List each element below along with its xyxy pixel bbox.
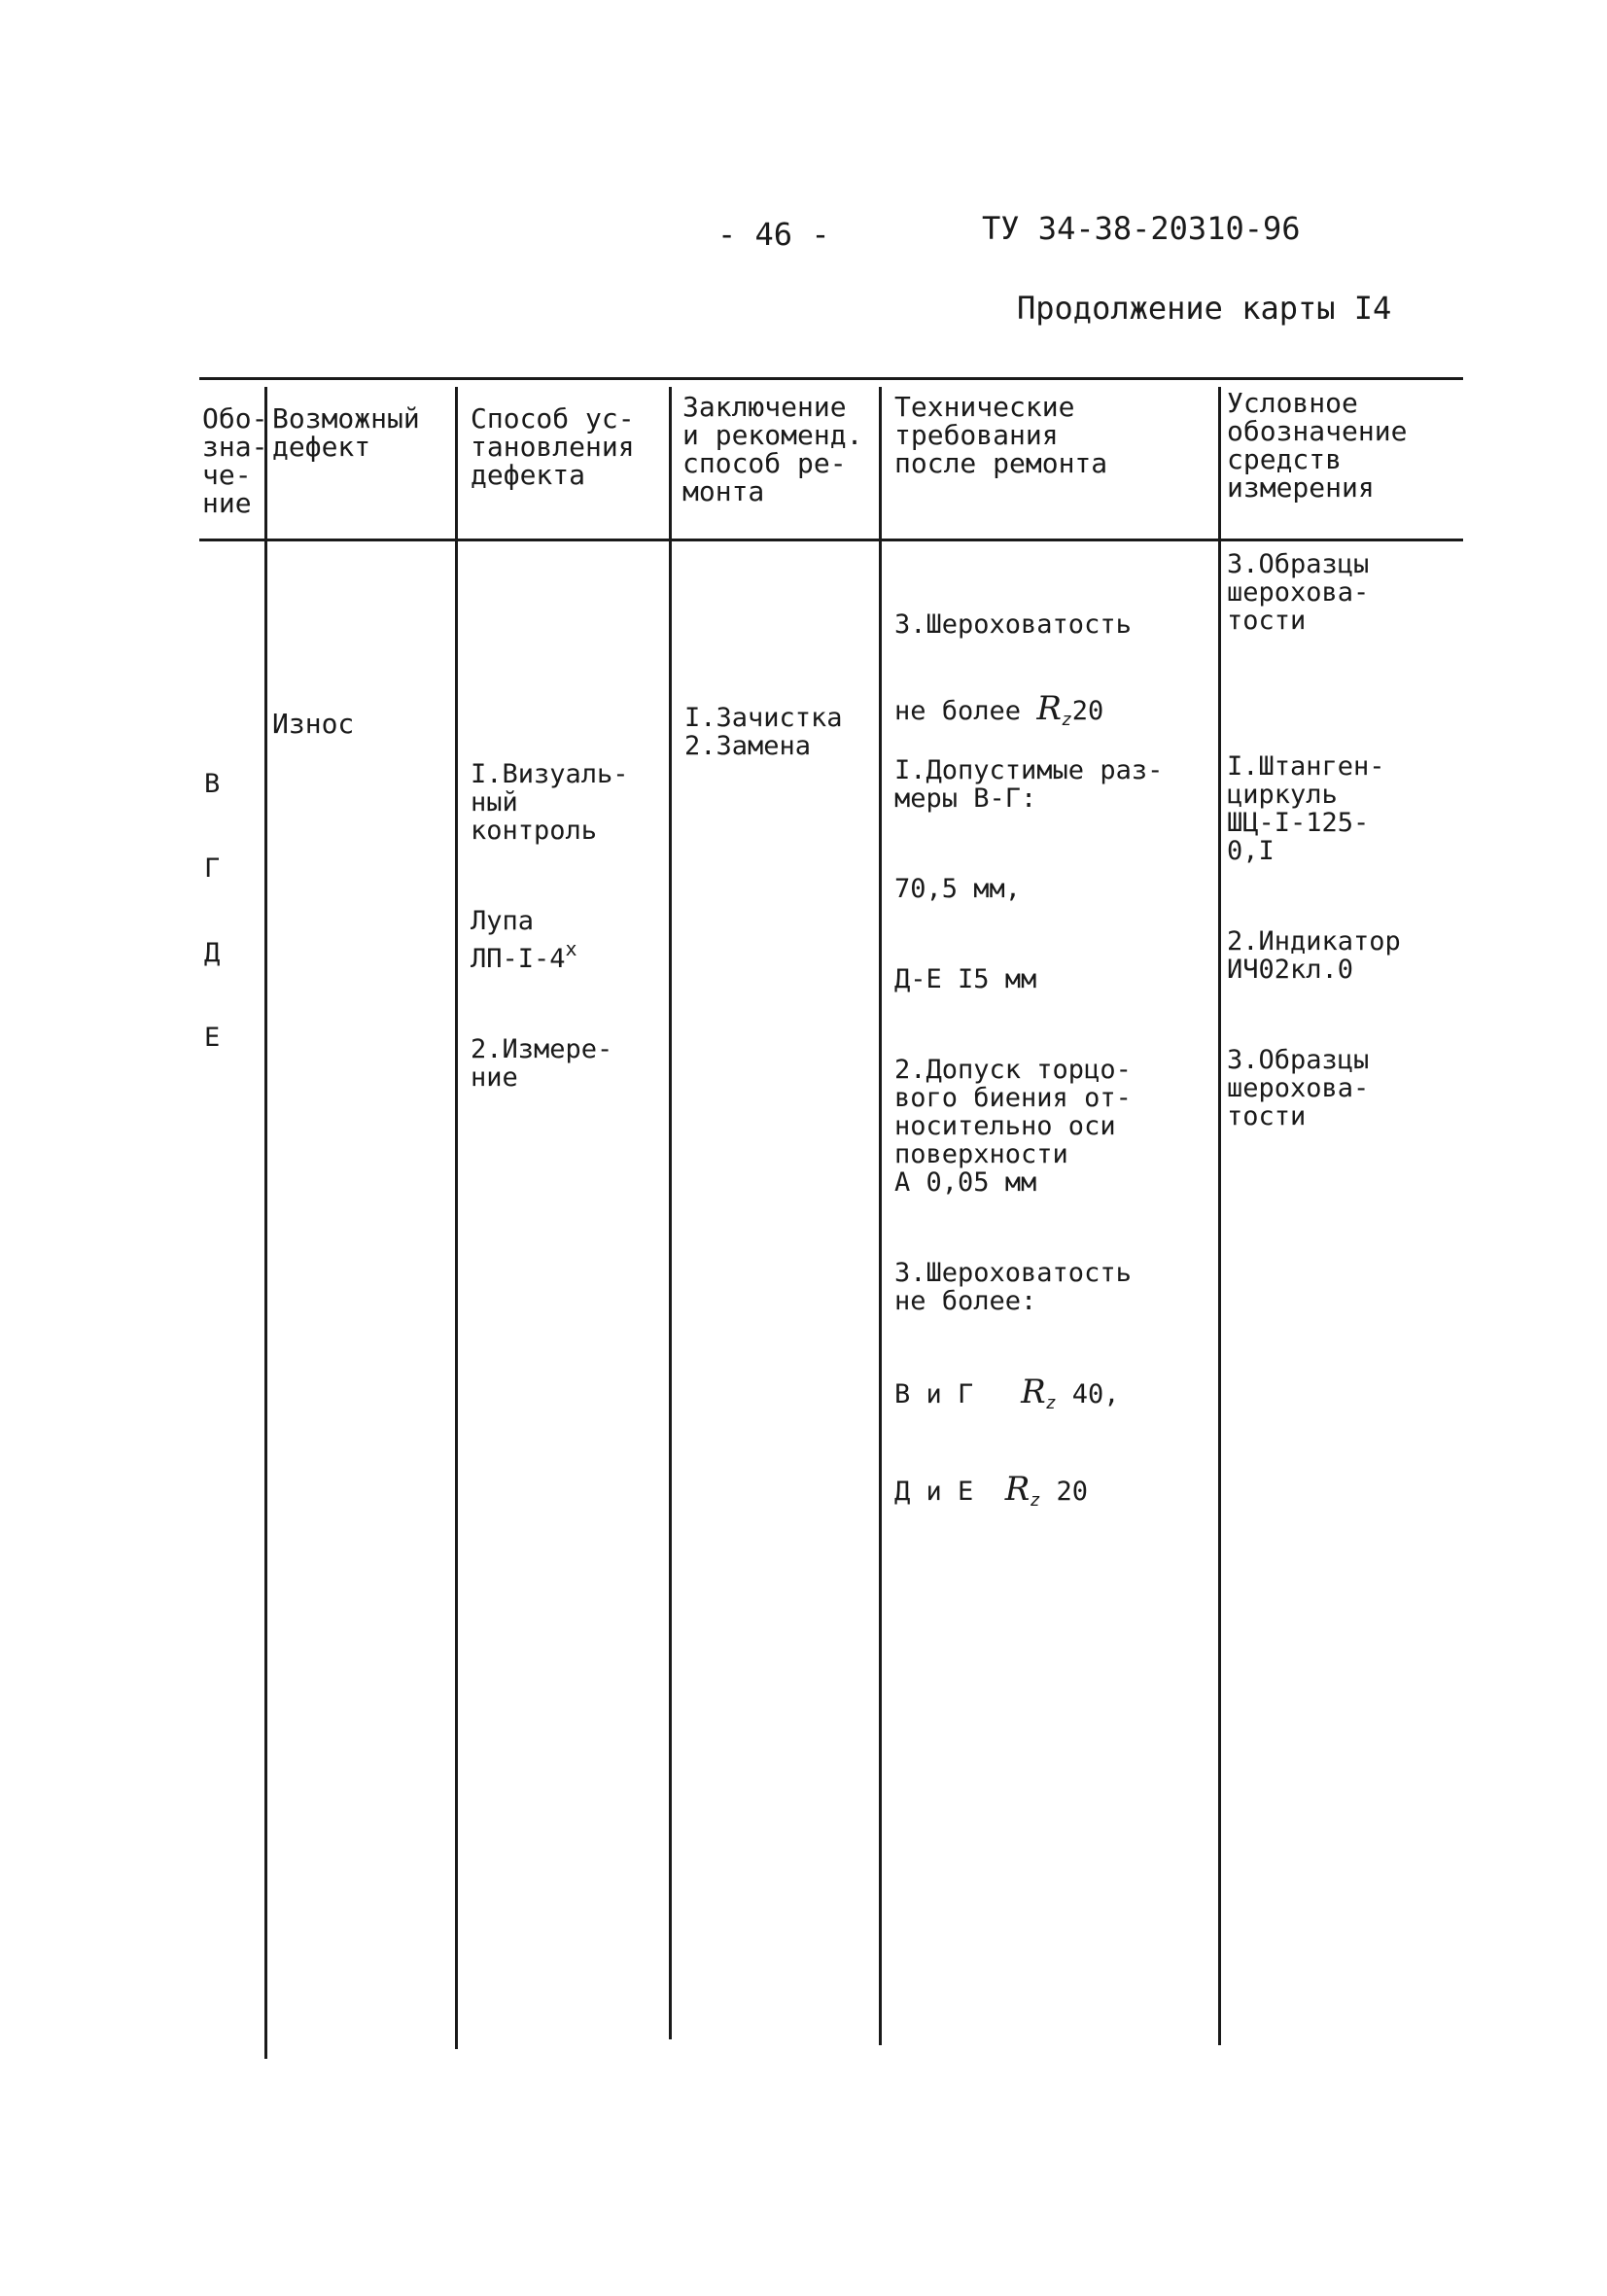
header-possible-defect: Возможный дефект xyxy=(272,402,420,463)
tech-roughness-title: 3.Шероховатость не более: xyxy=(894,1258,1132,1316)
header-designation: Обо- зна- че- ние xyxy=(202,402,268,519)
roughness-de-rz-symbol: R xyxy=(1004,1470,1031,1509)
designation-g: Г xyxy=(204,853,221,884)
tech-roughness-vg xyxy=(894,1373,1163,1418)
column-divider-3 xyxy=(669,387,672,2039)
row0-roughness-title: 3.Шероховатость xyxy=(894,609,1132,640)
method-visual-control: I.Визуаль- ный контроль xyxy=(471,759,629,846)
header-repair-recommendation: Заключение и рекоменд. способ ре- монта xyxy=(682,391,863,507)
tech-dimension-vg: 70,5 мм, xyxy=(894,874,1022,904)
tech-runout-tolerance: 2.Допуск торцо- вого биения от- носительно оси поверхности А 0,05 мм xyxy=(894,1055,1132,1198)
designation-e: Е xyxy=(204,1023,221,1053)
document-code: ТУ 34-38-20310-96 xyxy=(982,210,1301,247)
roughness-vg-rz-symbol: R xyxy=(1021,1373,1046,1411)
row0-rz-value: 20 xyxy=(1071,696,1104,726)
roughness-vg-label: В и Г xyxy=(894,1379,974,1409)
designation-v: В xyxy=(204,769,221,799)
measure-indicator: 2.Индикатор ИЧ02кл.0 xyxy=(1227,926,1401,985)
roughness-de-rz-subscript: z xyxy=(1030,1490,1041,1511)
row1-defect: Износ xyxy=(272,708,355,740)
roughness-de-label: Д и Е xyxy=(894,1477,974,1507)
row1-measurement-means xyxy=(1227,696,1401,1165)
column-divider-5 xyxy=(1218,387,1221,2045)
method-magnifier xyxy=(471,907,629,973)
tech-roughness-de xyxy=(894,1470,1163,1515)
measure-roughness-samples: 3.Образцы шерохова- тости xyxy=(1227,1045,1370,1131)
roughness-de-value: 20 xyxy=(1056,1477,1089,1507)
magnifier-name: Лупа ЛП-I-4 xyxy=(471,906,566,974)
row0-rz-symbol: R xyxy=(1036,689,1062,728)
roughness-vg-value: 40, xyxy=(1071,1379,1120,1409)
row0-not-more-label: не более xyxy=(894,696,1022,726)
tech-allowed-dimensions: I.Допустимые раз- меры В-Г: xyxy=(894,755,1164,814)
column-divider-4 xyxy=(879,387,882,2045)
row0-measurement: 3.Образцы шерохова- тости xyxy=(1227,549,1370,636)
table-top-rule xyxy=(199,377,1463,380)
roughness-vg-rz-subscript: z xyxy=(1045,1393,1057,1413)
column-divider-1 xyxy=(264,387,267,2059)
row1-designation xyxy=(204,713,236,1080)
row1-tech-requirements xyxy=(894,700,1163,1544)
table-header-rule xyxy=(199,539,1463,541)
method-measurement: 2.Измере- ние xyxy=(471,1034,613,1093)
tech-dimension-de: Д-Е I5 мм xyxy=(894,964,1037,994)
column-divider-2 xyxy=(455,387,458,2049)
continuation-title: Продолжение карты I4 xyxy=(1017,290,1392,327)
row1-repair-method: I.Зачистка 2.Замена xyxy=(684,703,843,761)
magnifier-superscript: x xyxy=(565,937,577,960)
header-detection-method: Способ ус- тановления дефекта xyxy=(471,402,635,491)
row0-rz-subscript: z xyxy=(1061,710,1072,730)
designation-d: Д xyxy=(204,938,221,968)
row1-detection-method xyxy=(471,704,629,1126)
header-measurement-means: Условное обозначение средств измерения xyxy=(1227,387,1408,504)
page-number: - 46 - xyxy=(717,216,830,253)
header-technical-requirements: Технические требования после ремонта xyxy=(894,391,1108,479)
measure-caliper: I.Штанген- циркуль ШЦ-I-125- 0,I xyxy=(1227,751,1385,866)
